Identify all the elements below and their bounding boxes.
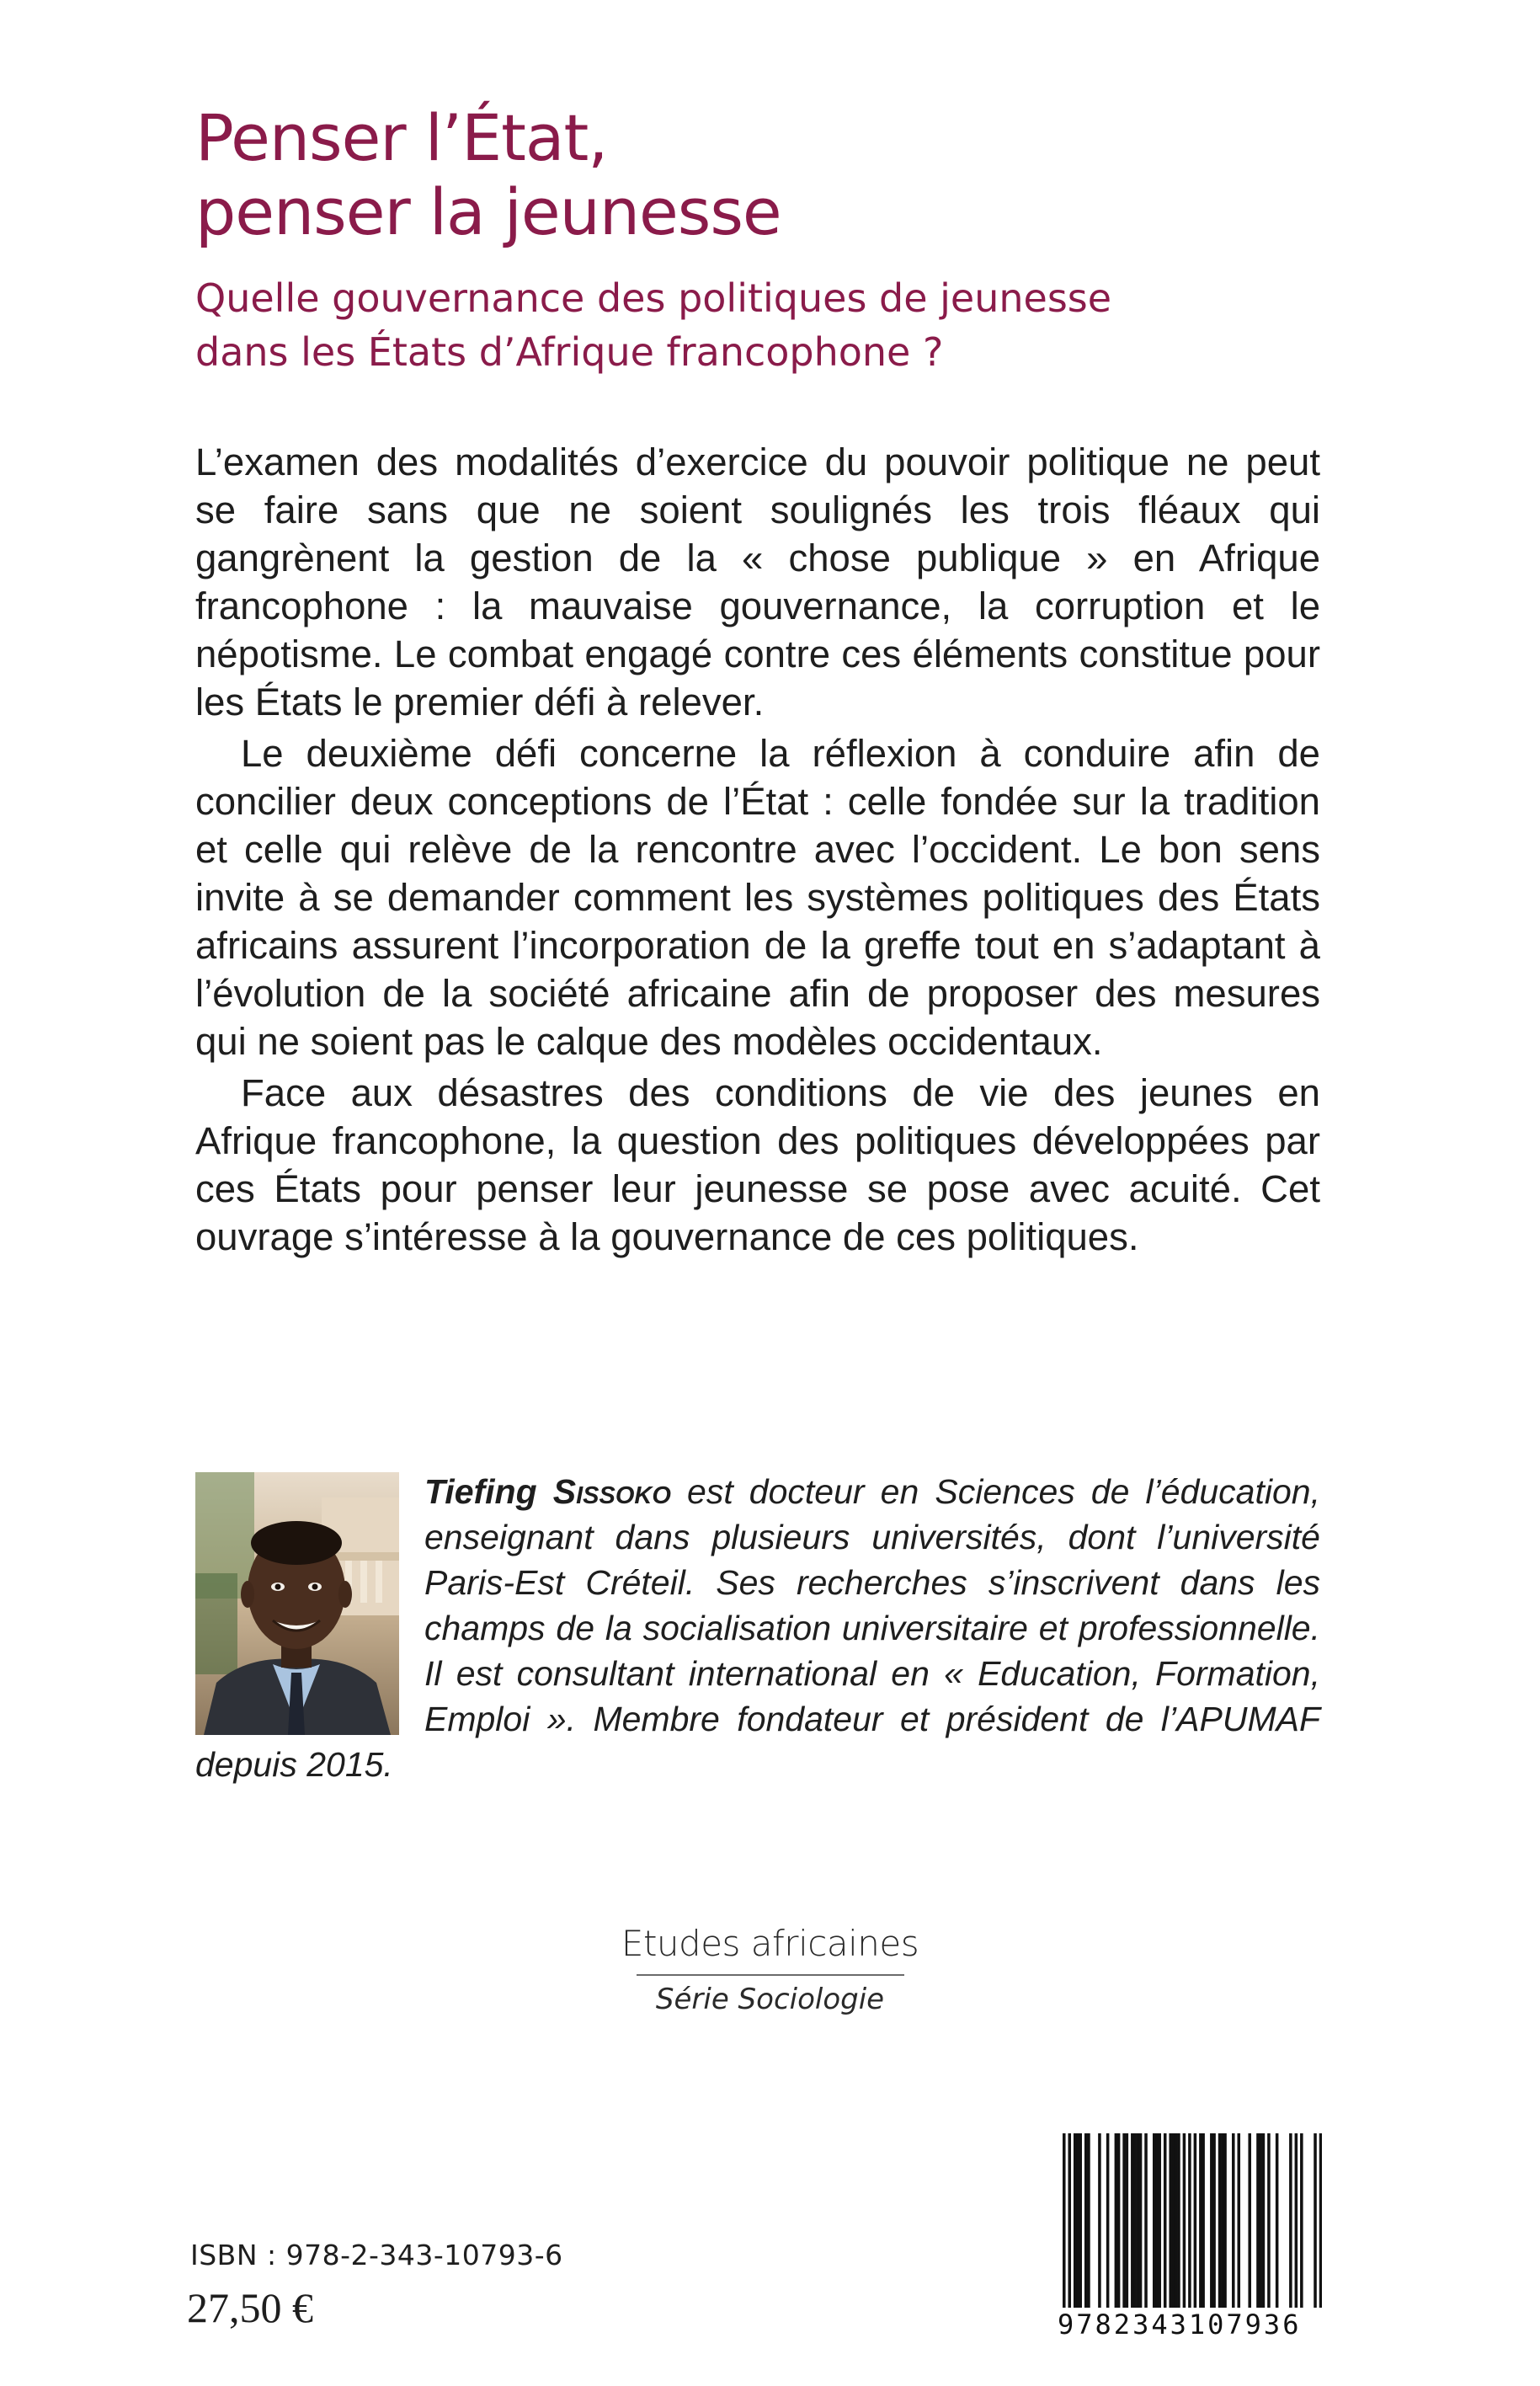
barcode-bar <box>1267 2133 1271 2310</box>
barcode-bar <box>1210 2133 1213 2310</box>
author-first-name: Tiefing <box>424 1472 537 1511</box>
blurb <box>195 438 1320 1261</box>
series-block <box>0 1922 1540 2018</box>
barcode-bar <box>1076 2133 1079 2310</box>
barcode-bar <box>1172 2133 1175 2310</box>
barcode-bar <box>1218 2133 1222 2310</box>
barcode-bar <box>1212 2133 1216 2310</box>
barcode-bar <box>1084 2133 1088 2310</box>
series-subtitle: Série Sociologie <box>655 1983 885 2016</box>
title-block <box>195 101 1408 379</box>
barcode-bar <box>1115 2133 1118 2310</box>
barcode-bar <box>1259 2133 1262 2310</box>
barcode-bar <box>1295 2133 1298 2310</box>
barcode-bar <box>1300 2133 1303 2310</box>
book-subtitle-line-2: dans les États d’Afrique francophone ? <box>195 329 944 375</box>
author-bio-text <box>195 1469 1320 1787</box>
blurb-paragraph-2: Le deuxième défi concerne la réflexion à conduire afin de concilier deux conceptions de l’État : celle fondée sur la tradition et celle qui relève de la rencontre avec l’occident. Le bon sens invite à se demander comment les systèmes politiques des États africains assurent l’incorporation de la greffe tout en s’adaptant à l’évolution de la société africaine afin de proposer des mesures qui ne soient pas le calque des modèles occidentaux. <box>195 732 1320 1063</box>
book-subtitle-line-1: Quelle gouvernance des politiques de jeunesse <box>195 275 1112 321</box>
barcode-bar <box>1237 2133 1240 2310</box>
blurb-paragraph-3: Face aux désastres des conditions de vie des jeunes en Afrique francophone, la question des politiques développées par ces États pour penser leur jeunesse se pose avec acuité. Cet ouvrage s’intéresse à la gouvernance de ces politiques. <box>195 1071 1320 1258</box>
barcode-bar <box>1106 2133 1110 2310</box>
barcode-bar <box>1289 2133 1292 2310</box>
barcode-bar <box>1164 2133 1167 2310</box>
barcode-bar <box>1153 2133 1156 2310</box>
barcode-bar <box>1319 2133 1322 2310</box>
barcode-digits: 9782343107936 <box>1058 2308 1327 2341</box>
barcode-bar <box>1188 2133 1191 2310</box>
barcode-bar <box>1126 2133 1129 2310</box>
barcode-bar <box>1232 2133 1235 2310</box>
barcode-bar <box>1155 2133 1159 2310</box>
barcode-bar <box>1183 2133 1186 2310</box>
barcode-bar <box>1202 2133 1205 2310</box>
barcode-bar <box>1074 2133 1077 2310</box>
barcode-bar <box>1194 2133 1197 2310</box>
barcode-bar <box>1175 2133 1178 2310</box>
barcode-bar <box>1199 2133 1202 2310</box>
barcode-bar <box>1137 2133 1140 2310</box>
book-subtitle <box>195 271 1408 379</box>
blurb-paragraph-1: L’examen des modalités d’exercice du pouvoir politique ne peut se faire sans que ne soient soulignés les trois fléaux qui gangrènent la gestion de la « chose publique » en Afrique francophone : la mauvaise gouvernance, la corruption et le népotisme. Le combat engagé contre ces éléments constitue pour les États le premier défi à relever. <box>195 440 1320 723</box>
series-name: Etudes africaines <box>621 1923 919 1964</box>
barcode-bar <box>1262 2133 1266 2310</box>
author-last-name: Sissoko <box>552 1472 671 1511</box>
barcode-bar <box>1276 2133 1279 2310</box>
barcode-bar <box>1144 2133 1148 2310</box>
barcode-bar <box>1248 2133 1251 2310</box>
barcode-bar <box>1314 2133 1317 2310</box>
barcode-bar <box>1221 2133 1224 2310</box>
photo-spacer <box>195 1469 424 1737</box>
barcode-bar <box>1139 2133 1143 2310</box>
author-bio <box>195 1469 1320 1787</box>
barcode-bar <box>1177 2133 1180 2310</box>
barcode-bar <box>1133 2133 1137 2310</box>
barcode-bar <box>1223 2133 1227 2310</box>
barcode-bar <box>1122 2133 1126 2310</box>
series-divider <box>637 1974 904 1976</box>
book-title-line-1: Penser l’État, <box>195 100 608 175</box>
barcode-bar <box>1087 2133 1090 2310</box>
barcode-bars <box>1063 2133 1322 2310</box>
barcode-bar <box>1063 2133 1066 2310</box>
price-text: 27,50 € <box>187 2284 313 2331</box>
barcode-bar <box>1079 2133 1082 2310</box>
author-bio-body: est docteur en Sciences de l’éducation, enseignant dans plusieurs universités, dont l’université Paris-Est Créteil. Ses recherches s’inscrivent dans les champs de la socialisation universitaire et professionnelle. Il est consultant international en « Education, Formation, Emploi ». Membre fondateur et président de l’APUMAF depuis 2015. <box>195 1472 1320 1784</box>
barcode-bar <box>1131 2133 1134 2310</box>
barcode-bar <box>1117 2133 1121 2310</box>
barcode-bar <box>1169 2133 1172 2310</box>
book-title-line-2: penser la jeunesse <box>195 174 781 249</box>
barcode-bar <box>1098 2133 1101 2310</box>
barcode-bar <box>1256 2133 1260 2310</box>
isbn-text: ISBN : 978-2-343-10793-6 <box>190 2239 563 2271</box>
barcode-bar <box>1158 2133 1161 2310</box>
barcode-bar <box>1068 2133 1071 2310</box>
